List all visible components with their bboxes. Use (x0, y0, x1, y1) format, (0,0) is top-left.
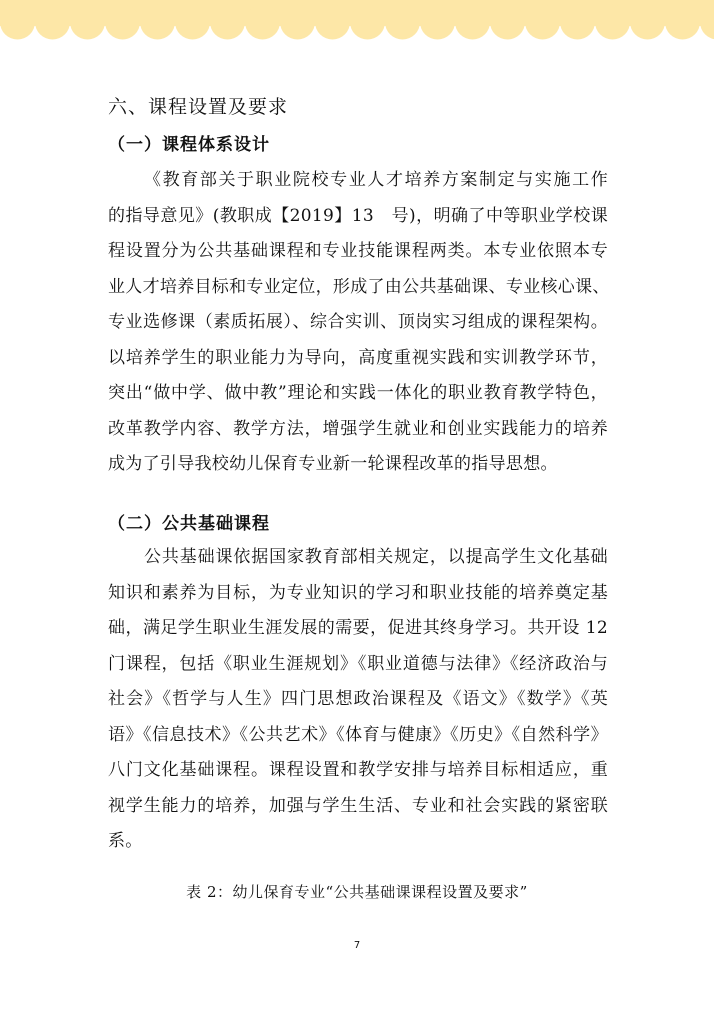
subsection-title-public-courses: （二）公共基础课程 (108, 514, 270, 534)
text-line: 成为了引导我校幼儿保育专业新一轮课程改革的指导思想。 (108, 454, 558, 474)
banner-scallop (490, 5, 525, 40)
banner-scallop (630, 5, 665, 40)
paragraph-curriculum-design (108, 163, 608, 483)
decorative-scalloped-banner (0, 0, 714, 44)
text-line: 的指导意见》(教职成【2019】13 号)，明确了中等职业学校课 (108, 205, 608, 226)
banner-scallop (525, 5, 560, 40)
banner-scallop (420, 5, 455, 40)
banner-scallop (140, 5, 175, 40)
text-line: 门课程，包括《职业生涯规划》《职业道德与法律》《经济政治与 (108, 653, 608, 674)
text-line: 系。 (108, 831, 143, 851)
text-line: 社会》《哲学与人生》四门思想政治课程及《语文》《数学》《英 (108, 689, 608, 709)
text-line: 以培养学生的职业能力为导向，高度重视实践和实训教学环节， (108, 347, 608, 368)
text-line: 语》《信息技术》《公共艺术》《体育与健康》《历史》《自然科学》 (108, 724, 608, 745)
text-line: 程设置分为公共基础课程和专业技能课程两类。本专业依照本专 (108, 241, 608, 261)
banner-scallop (560, 5, 595, 40)
text-line: 改革教学内容、教学方法，增强学生就业和创业实践能力的培养 (108, 418, 608, 439)
banner-scallop (105, 5, 140, 40)
text-line: 《教育部关于职业院校专业人才培养方案制定与实施工作 (144, 170, 608, 190)
subsection-title-curriculum-design: （一）课程体系设计 (108, 135, 270, 155)
text-line: 突出“做中学、做中教”理论和实践一体化的职业教育教学特色， (108, 383, 608, 403)
banner-scallop (70, 5, 105, 40)
page-number: 7 (353, 940, 361, 951)
text-line: 专业选修课（素质拓展）、综合实训、顶岗实习组成的课程架构。 (108, 312, 608, 332)
banner-scallop (0, 5, 35, 40)
banner-scallop (175, 5, 210, 40)
banner-scallop (315, 5, 350, 40)
banner-scallop (280, 5, 315, 40)
table-caption: 表 2：幼儿保育专业“公共基础课课程设置及要求” (186, 883, 528, 901)
banner-scallop (35, 5, 70, 40)
text-line: 知识和素养为目标，为专业知识的学习和职业技能的培养奠定基 (108, 582, 608, 603)
text-line: 础，满足学生职业生涯发展的需要，促进其终身学习。共开设 12 (108, 618, 608, 638)
text-line: 视学生能力的培养，加强与学生生活、专业和社会实践的紧密联 (108, 795, 608, 816)
section-heading: 六、课程设置及要求 (108, 96, 289, 118)
text-line: 公共基础课依据国家教育部相关规定，以提高学生文化基础 (144, 547, 608, 567)
text-line: 八门文化基础课程。课程设置和教学安排与培养目标相适应，重 (108, 760, 608, 780)
text-line: 业人才培养目标和专业定位，形成了由公共基础课、专业核心课、 (108, 276, 610, 297)
banner-scallop (385, 5, 420, 40)
banner-scallop (455, 5, 490, 40)
banner-scallop (665, 5, 700, 40)
banner-scallop (245, 5, 280, 40)
banner-scallop (595, 5, 630, 40)
banner-scallop (350, 5, 385, 40)
paragraph-public-courses (108, 540, 608, 860)
banner-scallop (210, 5, 245, 40)
